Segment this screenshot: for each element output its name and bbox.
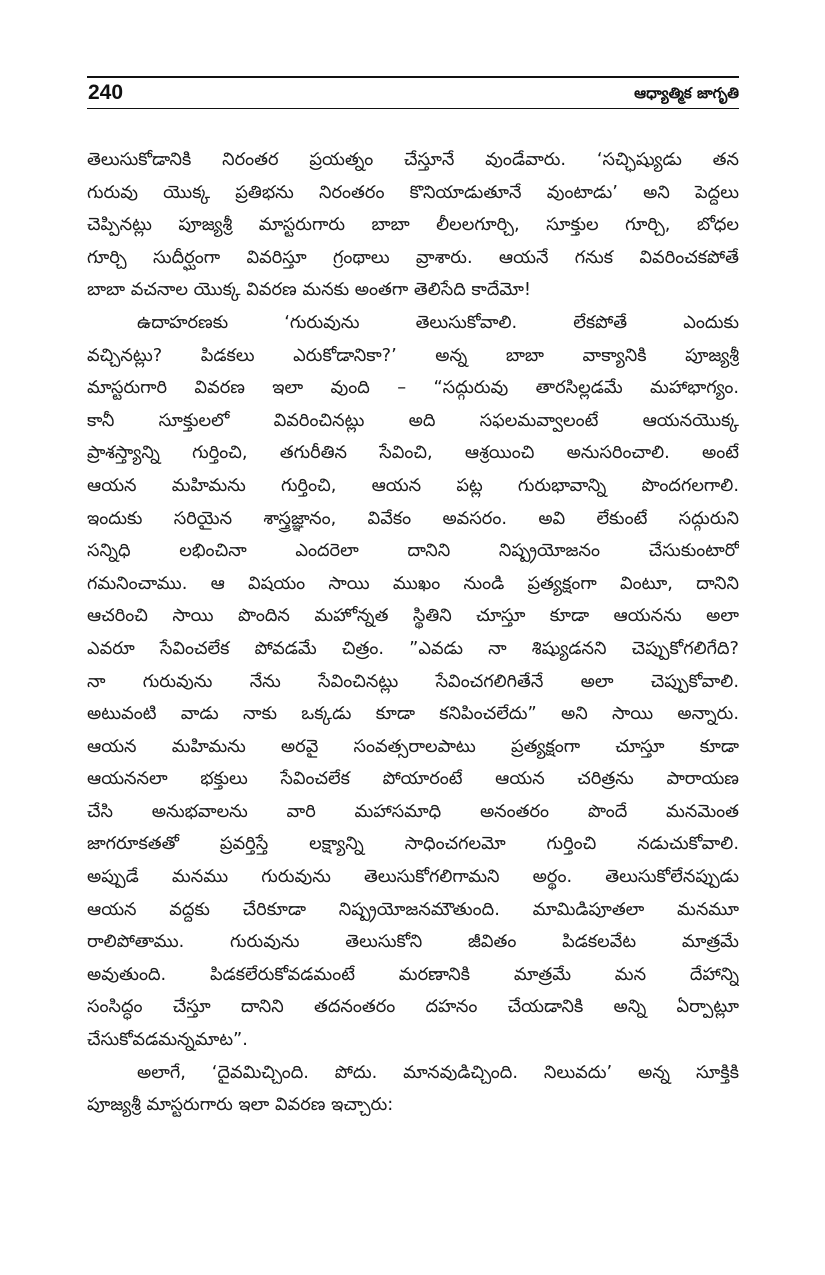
text-line: సంసిద్ధం చేస్తూ దానిని తదనంతరం దహనం చేయడానికి అన్ని ఏర్పాట్లూ [87, 996, 739, 1018]
text-line: చేసి అనుభవాలను వారి మహాసమాధి అనంతరం పొందే మనమెంత [87, 800, 739, 822]
text-line: సన్నిధి లభించినా ఎందరెలా దానిని నిష్ప్రయోజనం చేసుకుంటారో [87, 540, 739, 562]
text-line: ప్రాశస్త్యాన్ని గుర్తించి, తగురీతిన సేవించి, ఆశ్రయించి అనుసరించాలి. అంటే [87, 442, 739, 464]
header-bottom-rule [87, 108, 739, 109]
text-line: ఆయన మహిమను అరవై సంవత్సరాలపాటు ప్రత్యక్షంగా చూస్తూ కూడా [87, 735, 739, 757]
text-line: ఆయననలా భక్తులు సేవించలేక పోయారంటే ఆయన చరిత్రను పారాయణ [87, 768, 739, 790]
text-line: అప్పుడే మనము గురువును తెలుసుకోగలిగామని అర్థం. తెలుసుకోలేనప్పుడు [87, 866, 739, 888]
text-line: ఉదాహరణకు ‘గురువును తెలుసుకోవాలి. లేకపోతే ఎందుకు [137, 311, 739, 333]
text-line: నా గురువును నేను సేవించినట్లు సేవించగలిగితేనే అలా చెప్పుకోవాలి. [87, 670, 739, 692]
text-line: తెలుసుకోడానికి నిరంతర ప్రయత్నం చేస్తూనే వుండేవారు. ‘సచ్ఛిష్యుడు తన [87, 149, 739, 170]
text-line: జాగరూకతతో ప్రవర్తిస్తే లక్ష్యాన్ని సాధించగలమో గుర్తించి నడుచుకోవాలి. [87, 833, 739, 855]
body-text [87, 144, 739, 1122]
text-line: చెప్పినట్లు పూజ్యశ్రీ మాస్టరుగారు బాబా లీలలగూర్చి, సూక్తుల గూర్చి, బోధల [87, 214, 739, 236]
text-line: అలాగే, ‘దైవమిచ్చింది. పోదు. మానవుడిచ్చింది. నిలువదు’ అన్న సూక్తికి [137, 1061, 739, 1083]
text-line: పూజ్యశ్రీ మాస్టరుగారు ఇలా వివరణ ఇచ్చారు: [87, 1094, 394, 1116]
text-line: చేసుకోవడమన్నమాట”. [87, 1029, 248, 1051]
text-line: అవుతుంది. పిడకలేరుకోవడమంటే మరణానికి మాత్రమే మన దేహాన్ని [87, 963, 739, 985]
running-title: ఆధ్యాత్మిక జాగృతి [634, 84, 739, 102]
text-line: ఆయన వద్దకు చేరికూడా నిష్ప్రయోజనమౌతుంది. మామిడిపూతలా మనమూ [87, 898, 739, 920]
text-line: ఎవరూ సేవించలేక పోవడమే చిత్రం. ”ఎవడు నా శిష్యుడనని చెప్పుకోగలిగేది? [87, 637, 739, 659]
text-line: గమనించాము. ఆ విషయం సాయి ముఖం నుండి ప్రత్యక్షంగా వింటూ, దానిని [87, 572, 739, 594]
text-line: కానీ సూక్తులలో వివరించినట్లు అది సఫలమవ్వాలంటే ఆయనయొక్క [87, 409, 739, 431]
text-line: ఇందుకు సరియైన శాస్త్రజ్ఞానం, వివేకం అవసరం. అవి లేకుంటే సద్గురుని [87, 507, 739, 529]
text-line: మాస్టరుగారి వివరణ ఇలా వుంది – “సద్గురువు తారసిల్లడమే మహాభాగ్యం. [87, 377, 739, 399]
text-line: ఆయన మహిమను గుర్తించి, ఆయన పట్ల గురుభావాన్ని పొందగలగాలి. [87, 474, 739, 496]
text-line: గురువు యొక్క ప్రతిభను నిరంతరం కొనియాడుతూనే వుంటాడు’ అని పెద్దలు [87, 181, 739, 203]
text-line: అటువంటి వాడు నాకు ఒక్కడు కూడా కనిపించలేదు” అని సాయి అన్నారు. [87, 703, 739, 725]
text-line: వచ్చినట్లు? పిడకలు ఎరుకోడానికా?’ అన్న బాబా వాక్యానికి పూజ్యశ్రీ [87, 344, 739, 366]
page-number: 240 [88, 81, 124, 104]
text-line: రాలిపోతాము. గురువును తెలుసుకోని జీవితం పిడకలవేట మాత్రమే [87, 931, 739, 953]
text-line: బాబా వచనాల యొక్క వివరణ మనకు అంతగా తెలిసేది కాదేమో! [87, 279, 532, 301]
text-line: ఆచరించి సాయి పొందిన మహోన్నత స్థితిని చూస్తూ కూడా ఆయనను అలా [87, 605, 739, 627]
header-top-rule [87, 76, 739, 78]
text-line: గూర్చి సుదీర్ఘంగా వివరిస్తూ గ్రంథాలు వ్రాశారు. ఆయనే గనుక వివరించకపోతే [87, 246, 739, 268]
